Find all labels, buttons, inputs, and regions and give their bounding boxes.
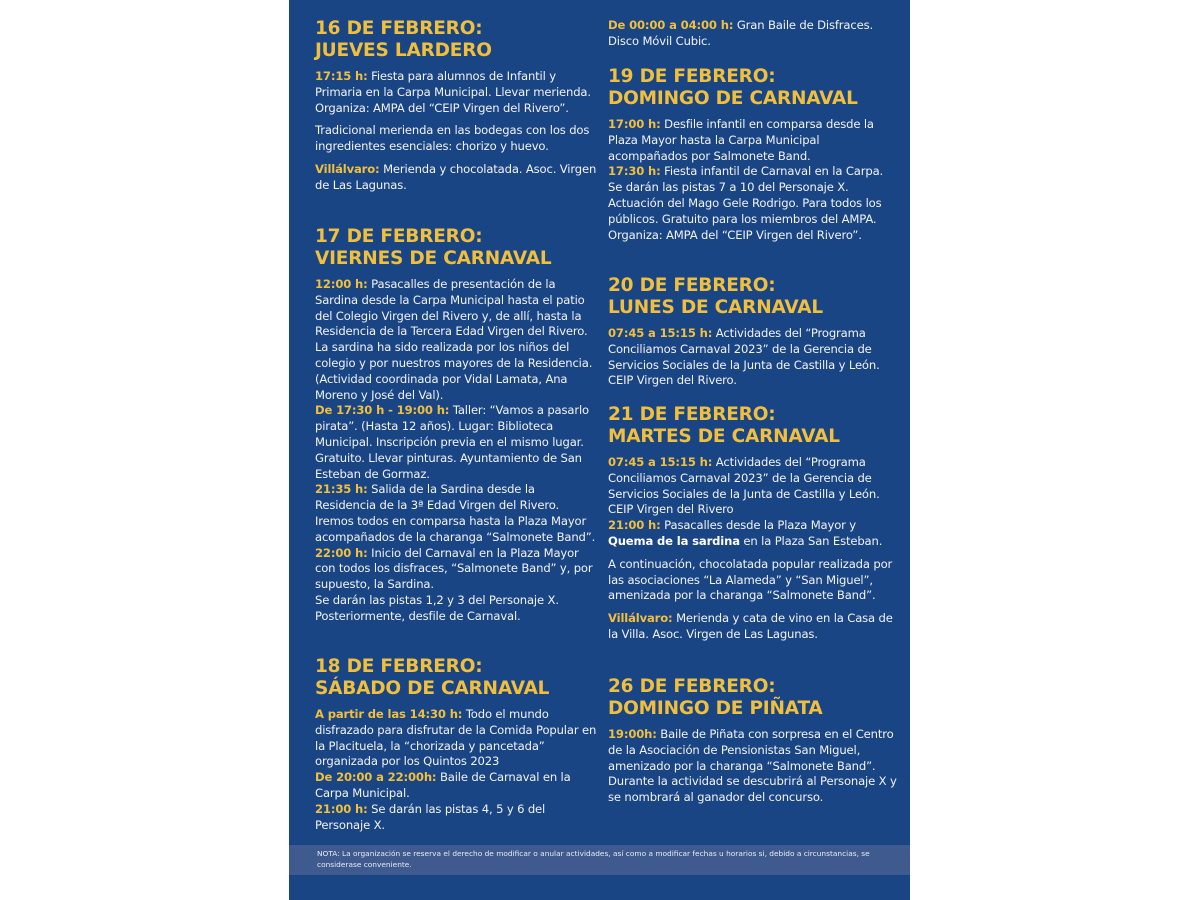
day-section-18-feb — [315, 656, 597, 833]
event-time: De 20:00 a 22:00h: — [315, 770, 437, 785]
event-time: 17:15 h: — [315, 69, 368, 83]
event-entry — [315, 403, 597, 482]
heading-date: 20 DE FEBRERO: — [608, 275, 776, 296]
day-heading — [315, 226, 597, 270]
event-time: De 00:00 a 04:00 h: — [608, 18, 734, 32]
heading-date: 21 DE FEBRERO: — [608, 404, 776, 425]
event-time: 12:00 h: — [315, 277, 368, 291]
heading-day-name: LUNES DE CARNAVAL — [608, 297, 823, 318]
event-entry — [608, 727, 898, 774]
day-heading — [608, 275, 898, 319]
event-description: Baile de Piñata con sorpresa en el Centro de la Asociación de Pensionistas San Miguel, amenizado por la charanga “Salmonete Band”. — [608, 727, 894, 773]
event-description: Desfile infantil en comparsa desde la Plaza Mayor hasta la Carpa Municipal acompañados por Salmonete Band. — [608, 117, 874, 163]
event-time: 22:00 h: — [315, 545, 368, 560]
day-heading — [608, 66, 898, 110]
event-entry — [315, 546, 597, 593]
day-section-16-feb — [315, 18, 597, 194]
heading-date: 26 DE FEBRERO: — [608, 676, 776, 697]
event-entry — [315, 593, 597, 609]
event-description: Baile de Carnaval en la Carpa Municipal. — [315, 770, 571, 800]
heading-date: 19 DE FEBRERO: — [608, 66, 776, 87]
event-entry — [608, 18, 898, 50]
event-entry — [608, 117, 898, 164]
event-entry — [608, 326, 898, 389]
day-heading — [315, 18, 597, 62]
event-description: A continuación, chocolatada popular realizada por las asociaciones “La Alameda” y “San Miguel”, amenizada por la charanga “Salmonete Band”. — [608, 556, 893, 603]
event-entry — [315, 69, 597, 116]
event-description: Fiesta infantil de Carnaval en la Carpa. Se darán las pistas 7 a 10 del Personaje X. Actuación del Mago Gele Rodrigo. Para todos los públicos. Gratuito para los miembros del AMPA. Organiza: AMPA del “CEIP Virgen del Rivero”. — [608, 164, 884, 242]
event-entry — [315, 162, 597, 194]
event-description: Actividades del “Programa Conciliamos Carnaval 2023” de la Gerencia de Servicios Sociales de la Junta de Castilla y León. CEIP Virgen del Rivero — [608, 455, 880, 517]
disclaimer-note-band — [289, 845, 910, 875]
event-time: 21:00 h: — [315, 801, 368, 816]
day-section-17-feb — [315, 226, 597, 625]
event-location: Villálvaro: — [608, 611, 673, 626]
heading-day-name: JUEVES LARDERO — [315, 40, 492, 61]
day-heading — [608, 676, 898, 720]
event-time: De 17:30 h - 19:00 h: — [315, 403, 450, 418]
day-section-20-feb — [608, 275, 898, 389]
heading-day-name: VIERNES DE CARNAVAL — [315, 248, 552, 269]
disclaimer-note-text: NOTA: La organización se reserva el derecho de modificar o anular actividades, así como a modificar fechas u horarios si, debido a circunstancias, se considerase conveniente. — [317, 849, 870, 869]
event-entry — [315, 770, 597, 802]
event-description: Gran Baile de Disfraces. Disco Móvil Cubic. — [608, 18, 874, 48]
heading-date: 18 DE FEBRERO: — [315, 656, 483, 677]
event-description: Merienda y chocolatada. Asoc. Virgen de Las Lagunas. — [315, 161, 597, 192]
event-description: Se darán las pistas 1,2 y 3 del Personaje X. — [315, 592, 559, 607]
heading-day-name: DOMINGO DE CARNAVAL — [608, 88, 858, 109]
event-time: 17:00 h: — [608, 117, 661, 131]
event-time: 07:45 a 15:15 h: — [608, 455, 713, 469]
day-section-19-feb — [608, 66, 898, 243]
event-entry — [608, 774, 898, 806]
event-description: Tradicional merienda en las bodegas con los dos ingredientes esenciales: chorizo y huevo. — [315, 123, 590, 154]
event-entry — [315, 609, 597, 625]
heading-day-name: MARTES DE CARNAVAL — [608, 426, 840, 447]
event-highlight: Quema de la sardina — [608, 533, 740, 548]
event-description: Taller: “Vamos a pasarlo pirata”. (Hasta 12 años). Lugar: Biblioteca Municipal. Inscripción previa en el mismo lugar. Gratuito. Llevar pinturas. Ayuntamiento de San Esteban de Gormaz. — [315, 403, 589, 481]
event-time: 07:45 a 15:15 h: — [608, 326, 713, 340]
carnival-program-panel — [289, 0, 910, 900]
day-heading — [315, 656, 597, 700]
event-description: Actividades del “Programa Conciliamos Carnaval 2023” de la Gerencia de Servicios Sociales de la Junta de Castilla y León. CEIP Virgen del Rivero. — [608, 326, 880, 388]
event-description: Inicio del Carnaval en la Plaza Mayor con todos los disfraces, “Salmonete Band” y, por supuesto, la Sardina. — [315, 545, 593, 592]
event-time: 17:30 h: — [608, 164, 661, 179]
event-entry — [315, 802, 597, 834]
event-entry — [315, 123, 597, 155]
event-entry — [315, 277, 597, 403]
event-time: 21:35 h: — [315, 482, 368, 497]
event-description: Durante la actividad se descubrirá al Personaje X y se nombrará al ganador del concurso. — [608, 774, 897, 805]
event-description-end: en la Plaza San Esteban. — [739, 533, 883, 548]
day-section-26-feb — [608, 676, 898, 806]
day-section-18-feb-continued — [608, 18, 898, 50]
event-entry — [315, 482, 597, 545]
event-entry — [608, 611, 898, 643]
heading-day-name: SÁBADO DE CARNAVAL — [315, 678, 550, 699]
event-description: Pasacalles desde la Plaza Mayor y — [660, 518, 857, 533]
heading-date: 16 DE FEBRERO: — [315, 18, 483, 39]
event-entry — [315, 707, 597, 770]
heading-date: 17 DE FEBRERO: — [315, 226, 483, 247]
heading-day-name: DOMINGO DE PIÑATA — [608, 698, 823, 719]
event-entry — [608, 557, 898, 604]
event-description: Fiesta para alumnos de Infantil y Primaria en la Carpa Municipal. Llevar merienda. Organiza: AMPA del “CEIP Virgen del Rivero”. — [315, 69, 591, 115]
event-time: 21:00 h: — [608, 518, 661, 533]
day-heading — [608, 404, 898, 448]
event-entry — [608, 164, 898, 243]
event-entry — [608, 455, 898, 518]
event-description: Pasacalles de presentación de la Sardina desde la Carpa Municipal hasta el patio del Colegio Virgen del Rivero y, de allí, hasta la Residencia de la Tercera Edad Virgen del Rivero. La sardina ha sido realizada por los niños del colegio y por nuestros mayores de la Residencia. (Actividad coordinada por Vidal Lamata, Ana Moreno y José del Val). — [315, 277, 593, 402]
event-description: Posteriormente, desfile de Carnaval. — [315, 608, 521, 623]
event-entry — [608, 518, 898, 550]
event-time: A partir de las 14:30 h: — [315, 707, 463, 721]
event-description: Se darán las pistas 4, 5 y 6 del Personaje X. — [315, 801, 546, 832]
event-time: 19:00h: — [608, 727, 657, 741]
day-section-21-feb — [608, 404, 898, 643]
event-description: Merienda y cata de vino en la Casa de la Villa. Asoc. Virgen de Las Lagunas. — [608, 611, 893, 641]
event-location: Villálvaro: — [315, 161, 380, 176]
event-description: Todo el mundo disfrazado para disfrutar de la Comida Popular en la Placituela, la “chorizada y pancetada” organizada por los Quintos 2023 — [315, 707, 597, 769]
event-description: Salida de la Sardina desde la Residencia de la 3ª Edad Virgen del Rivero. Iremos todos en comparsa hasta la Plaza Mayor acompañados de la charanga “Salmonete Band”. — [315, 482, 596, 544]
